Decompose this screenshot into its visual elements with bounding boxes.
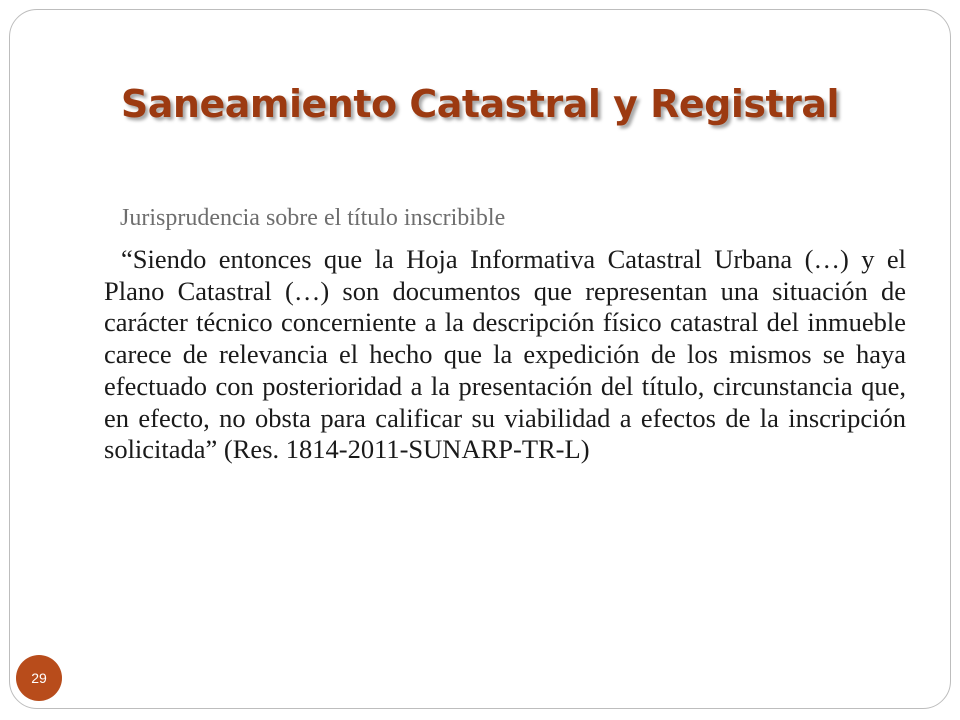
slide-subtitle: Jurisprudencia sobre el título inscribible bbox=[120, 205, 506, 231]
page-number-badge: 29 bbox=[16, 655, 62, 701]
slide-title: Saneamiento Catastral y Registral bbox=[120, 82, 840, 126]
quote-paragraph: “Siendo entonces que la Hoja Informativa Catastral Urbana (…) y el Plano Catastral (…) son documentos que representan una situación de carácter técnico concerniente a la descripción físico catastral del inmueble carece de relevancia el hecho que la expedición de los mismos se haya efectuado con posterioridad a la presentación del título, circunstancia que, en efecto, no obsta para calificar su viabilidad a efectos de la inscripción solicitada” (Res. 1814-2011-SUNARP-TR-L) bbox=[104, 244, 906, 465]
